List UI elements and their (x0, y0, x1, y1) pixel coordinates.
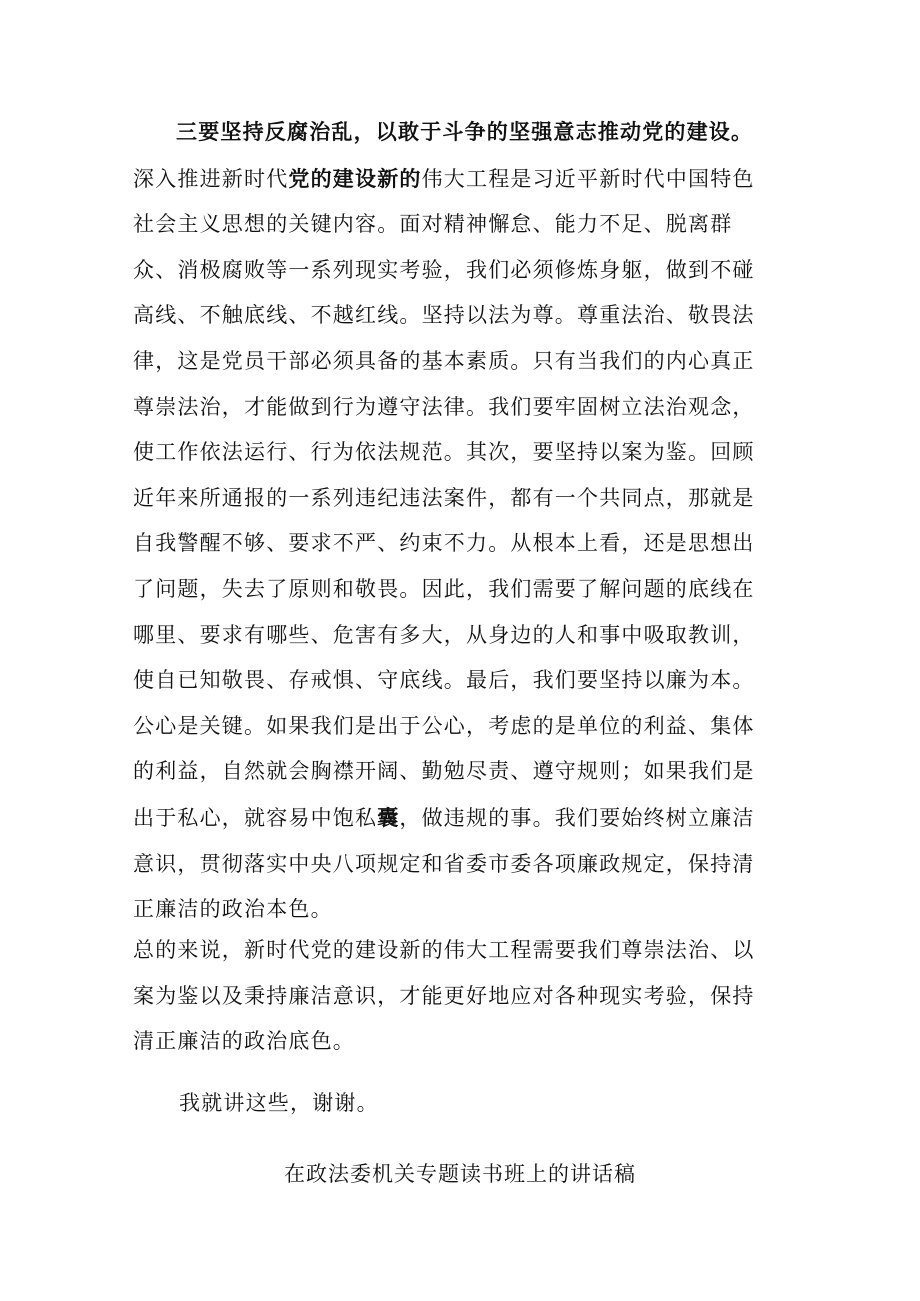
paragraph-highlight-char: 囊 (377, 804, 400, 830)
closing-line: 我就讲这些，谢谢。 (179, 1091, 379, 1115)
paragraph-text-part-b: 伟大工程是习近平新时代中国特色社会主义思想的关键内容。面对精神懈怠、能力不足、脱离群众、消极腐败等一系列现实考验，我们必须修炼身躯，做到不碰高线、不触底线、不越红线。坚持以法为尊。尊重法治、敬畏法律，这是党员干部必须具备的基本素质。只有当我们的内心真正尊崇法治，才能做到行为遵守法律。我们要牢固树立法治观念，使工作依法运行、行为依法规范。其次，要坚持以案为鉴。回顾近年来所通报的一系列违纪违法案件，都有一个共同点，那就是自我警醒不够、要求不严、约束不力。从根本上看，还是思想出了问题，失去了原则和敬畏。因此，我们需要了解问题的底线在哪里、要求有哪些、危害有多大，从身边的人和事中吸取教训，使自已知敬畏、存戒惧、守底线。最后，我们要坚持以廉为本。公心是关键。如果我们是出于公心，考虑的是单位的利益、集体的利益，自然就会胸襟开阔、勤勉尽责、遵守规则；如果我们是出于私心，就容易中饱私 (133, 166, 755, 830)
paragraph-text-part-c: ，做违规的事。我们要始终树立廉洁意识，贯彻落实中央八项规定和省委市委各项廉政规定，保持清正廉洁的政治本色。 (133, 805, 755, 922)
paragraph-highlight-text: 党的建设新的 (288, 165, 422, 191)
body-paragraph-anticorruption (133, 109, 763, 933)
paragraph-lead-sentence: 三要坚持反腐治乱，以敢于斗争的坚强意志推动党的建设。 (176, 119, 754, 144)
next-document-title: 在政法委机关专题读书班上的讲话稿 (284, 1162, 636, 1186)
summary-paragraph: 总的来说，新时代党的建设新的伟大工程需要我们尊崇法治、以案为鉴以及秉持廉洁意识，才能更好地应对各种现实考验，保持清正廉洁的政治底色。 (133, 938, 755, 1054)
paragraph-text-part-a: 深入推进新时代 (133, 166, 289, 191)
